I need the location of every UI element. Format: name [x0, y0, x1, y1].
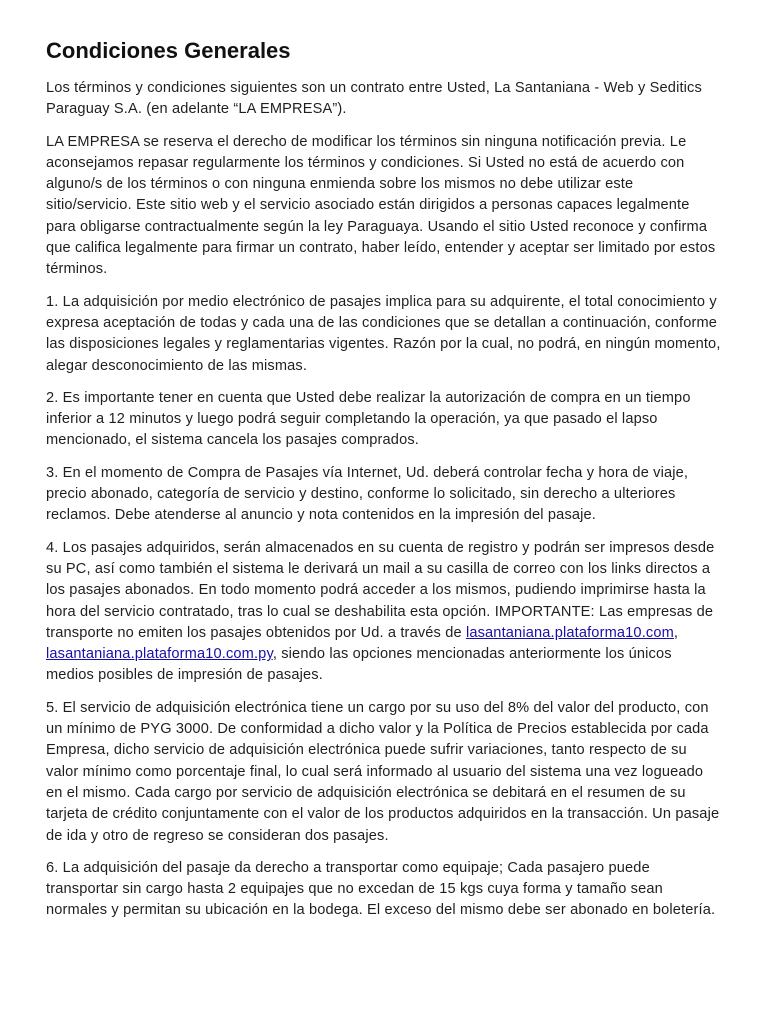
clause-1-paragraph: 1. La adquisición por medio electrónico de pasajes implica para su adquirente, el total conocimiento y expresa aceptación de todas y cada una de las condiciones que se detallan a continuación, conforme las disposiciones legales y reglamentarias vigentes. Razón por la cual, no podrá, en ningún momento, alegar desconocimiento de las mismas. — [46, 293, 721, 374]
clause-4-text-before: 4. Los pasajes adquiridos, serán almacenados en su cuenta de registro y podrán ser impresos desde su PC, así como también el sistema le derivará un mail a su casilla de correo con los links directos a los pasajes abonados. En todo momento podrá acceder a los mismos, pudiendo imprimirse hasta la hora del servicio contratado, tras lo cual se deshabilita esta opción. IMPORTANTE: Las empresas de transporte no emiten los pasajes obtenidos por Ud. a través de — [46, 539, 715, 641]
clause-3-paragraph: 3. En el momento de Compra de Pasajes vía Internet, Ud. deberá controlar fecha y hora de viaje, precio abonado, categoría de servicio y destino, conforme lo solicitado, sin derecho a ulteriores reclamos. Debe atenderse al anuncio y nota contenidos en la impresión del pasaje. — [46, 464, 689, 524]
intro-paragraph: Los términos y condiciones siguientes son un contrato entre Usted, La Santaniana - Web y Seditics Paraguay S.A. (en adelante “LA EMPRESA”). — [46, 80, 702, 118]
plataforma10-com-py-link[interactable]: lasantaniana.plataforma10.com.py — [46, 646, 273, 663]
clause-6-paragraph: 6. La adquisición del pasaje da derecho a transportar como equipaje; Cada pasajero puede transportar sin cargo hasta 2 equipajes que no excedan de 15 kgs cuya forma y tamaño sean normales y permitan su ubicación en la bodega. El exceso del mismo debe ser abonado en boletería. — [46, 859, 716, 919]
page-title: Condiciones Generales — [46, 38, 291, 63]
link-separator: , — [673, 624, 679, 641]
clause-2-paragraph: 2. Es importante tener en cuenta que Usted debe realizar la autorización de compra en un tiempo inferior a 12 minutos y luego podrá seguir completando la operación, ya que pasado el lapso mencionado, el sistema cancela los pasajes comprados. — [46, 389, 691, 449]
reserve-paragraph: LA EMPRESA se reserva el derecho de modificar los términos sin ninguna notificación previa. Le aconsejamos repasar regularmente los términos y condiciones. Si Usted no está de acuerdo con alguno/s de los términos o con ninguna enmienda sobre los mismos no debe utilizar este sitio/servicio. Este sitio web y el servicio asociado están dirigidos a personas capaces legalmente para obligarse contractualmente según la ley Paraguaya. Usando el sitio Usted reconoce y confirma que califica legalmente para firmar un contrato, haber leído, entender y aceptar ser limitado por estos términos. — [46, 133, 716, 278]
plataforma10-com-link[interactable]: lasantaniana.plataforma10.com — [465, 624, 674, 641]
clause-4-paragraph — [46, 538, 722, 687]
clause-4-text-after: , siendo las opciones mencionadas anteriormente los únicos medios posibles de impresión de pasajes. — [46, 646, 672, 684]
clause-5-paragraph: 5. El servicio de adquisición electrónica tiene un cargo por su uso del 8% del valor del producto, con un mínimo de PYG 3000. De conformidad a dicho valor y la Política de Precios establecida por cada Empresa, dicho servicio de adquisición electrónica puede sufrir variaciones, tanto respecto de su valor mínimo como porcentaje final, lo cual será informado al usuario del sistema una vez logueado en el mismo. Cada cargo por servicio de adquisición electrónica se debitará en el resumen de su tarjeta de crédito conjuntamente con el valor de los productos adquiridos en la transacción. Un pasaje de ida y otro de regreso se consideran dos pasajes. — [46, 699, 720, 844]
